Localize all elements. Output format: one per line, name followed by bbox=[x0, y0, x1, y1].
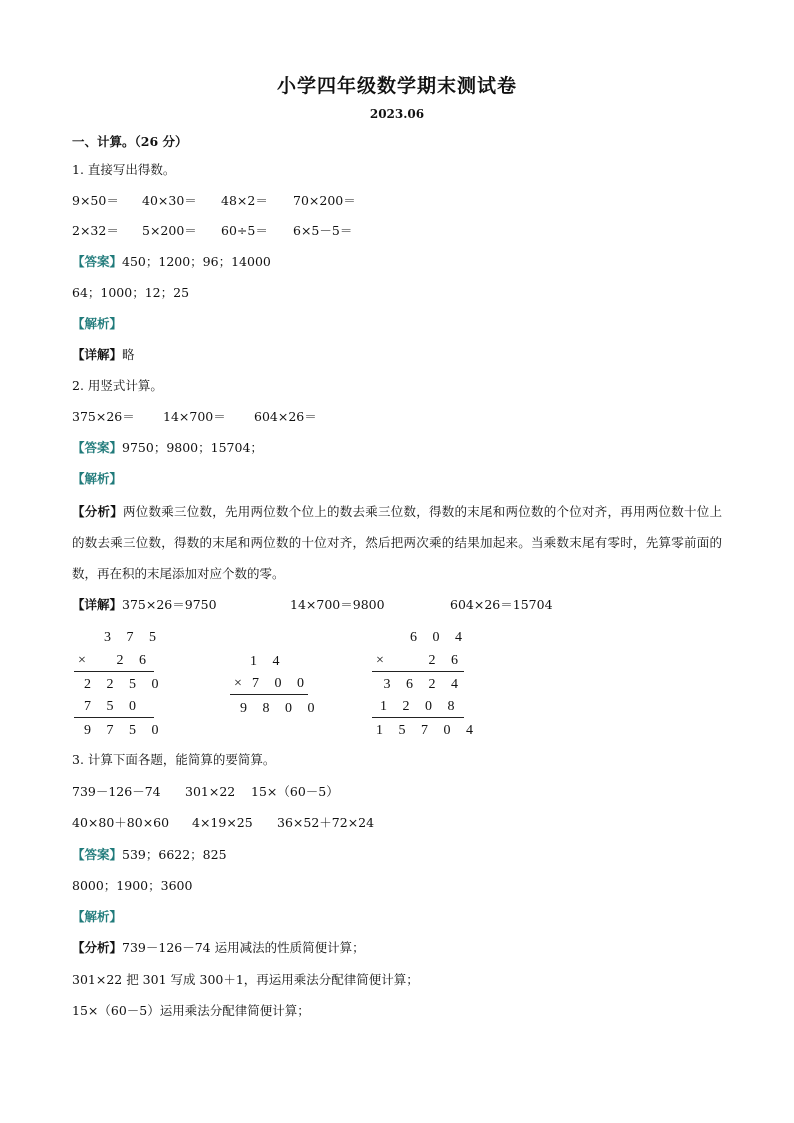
q3-row1 bbox=[72, 784, 339, 800]
q3-fenxi-1 bbox=[72, 940, 365, 956]
vc3-multiplier: 2 6 bbox=[428, 653, 464, 668]
detail-text: 略 bbox=[122, 347, 135, 362]
times-sign: × bbox=[78, 653, 92, 668]
q1-item: 2×32＝ bbox=[72, 223, 119, 238]
fenxi-tag: 【分析】 bbox=[72, 504, 123, 519]
q2-row bbox=[72, 409, 317, 425]
q3-item: 36×52＋72×24 bbox=[277, 815, 375, 830]
divider-line bbox=[372, 671, 464, 672]
q3-prompt: 3. 计算下面各题，能简算的要简算。 bbox=[72, 752, 276, 767]
q3-item: 739－126－74 bbox=[72, 784, 161, 799]
answer-text: 9750；9800；15704； bbox=[122, 440, 263, 455]
q1-item: 60÷5＝ bbox=[221, 223, 268, 238]
divider-line bbox=[372, 717, 464, 718]
answer-tag: 【答案】 bbox=[72, 847, 123, 862]
q1-item: 48×2＝ bbox=[221, 193, 268, 208]
vc1-partial-1: 2 2 5 0 bbox=[84, 677, 165, 692]
detail-tag: 【详解】 bbox=[72, 347, 123, 362]
q2-analysis bbox=[72, 496, 722, 589]
q1-row1 bbox=[72, 193, 356, 209]
vc1-top: 3 7 5 bbox=[104, 630, 162, 645]
times-sign: × bbox=[376, 653, 390, 668]
divider-line bbox=[74, 671, 154, 672]
section-heading: 一、计算。（26 分） bbox=[72, 134, 188, 149]
vc1-partial-2: 7 5 0 bbox=[84, 699, 142, 714]
detail-item: 604×26＝15704 bbox=[450, 597, 553, 612]
vc2-multiplier: 7 0 0 bbox=[252, 676, 310, 691]
q2-item: 604×26＝ bbox=[254, 409, 317, 424]
detail-item: 14×700＝9800 bbox=[290, 597, 385, 612]
q3-item: 15×（60－5） bbox=[251, 784, 339, 799]
q2-answer bbox=[72, 440, 263, 456]
analysis-tag: 【解析】 bbox=[72, 316, 123, 331]
vc1-result: 9 7 5 0 bbox=[84, 723, 165, 738]
detail-tag: 【详解】 bbox=[72, 597, 123, 612]
q1-row2 bbox=[72, 223, 352, 239]
q1-item: 9×50＝ bbox=[72, 193, 119, 208]
q3-row2 bbox=[72, 815, 374, 831]
fenxi-tag: 【分析】 bbox=[72, 940, 123, 955]
analysis-tag: 【解析】 bbox=[72, 909, 123, 924]
q1-detail bbox=[72, 347, 135, 363]
q2-item: 375×26＝ bbox=[72, 409, 135, 424]
times-sign: × bbox=[234, 676, 248, 691]
q1-item: 40×30＝ bbox=[142, 193, 197, 208]
q3-item: 40×80＋80×60 bbox=[72, 815, 170, 830]
answer-text: 450；1200；96；14000 bbox=[122, 254, 271, 269]
q1-answer-line2: 64；1000；12；25 bbox=[72, 285, 190, 300]
vc3-partial-2: 1 2 0 8 bbox=[380, 699, 461, 714]
answer-tag: 【答案】 bbox=[72, 440, 123, 455]
analysis-tag: 【解析】 bbox=[72, 471, 123, 486]
q3-fenxi-2: 301×22 把 301 写成 300＋1，再运用乘法分配律简便计算； bbox=[72, 972, 419, 987]
page-date: 2023.06 bbox=[369, 107, 425, 121]
divider-line bbox=[74, 717, 154, 718]
fenxi-text: 两位数乘三位数，先用两位数个位上的数去乘三位数，得数的末尾和两位数的个位对齐，再用两位数十位上的数去乘三位数，得数的末尾和两位数的十位对齐，然后把两次乘的结果加起来。当乘数末尾有零时，先算零前面的数，再在积的末尾添加对应个数的零。 bbox=[72, 504, 722, 581]
vc3-top: 6 0 4 bbox=[410, 630, 468, 645]
vc3-partial-1: 3 6 2 4 bbox=[383, 677, 464, 692]
answer-text: 539；6622；825 bbox=[122, 847, 227, 862]
vc2-result: 9 8 0 0 bbox=[240, 701, 321, 716]
q1-answer bbox=[72, 254, 271, 270]
q1-item: 6×5－5＝ bbox=[293, 223, 353, 238]
q3-item: 301×22 bbox=[185, 784, 236, 799]
vc1-multiplier: 2 6 bbox=[116, 653, 152, 668]
q3-item: 4×19×25 bbox=[192, 815, 253, 830]
vc2-top: 1 4 bbox=[250, 654, 286, 669]
vc3-result: 1 5 7 0 4 bbox=[376, 723, 479, 738]
q1-item: 70×200＝ bbox=[293, 193, 356, 208]
q1-prompt: 1. 直接写出得数。 bbox=[72, 162, 176, 177]
divider-line bbox=[230, 694, 308, 695]
page-title: 小学四年级数学期末测试卷 bbox=[276, 75, 517, 97]
q3-fenxi-3: 15×（60－5）运用乘法分配律简便计算； bbox=[72, 1003, 310, 1018]
detail-item: 375×26＝9750 bbox=[122, 597, 217, 612]
q3-answer bbox=[72, 847, 227, 863]
q2-detail bbox=[72, 597, 553, 613]
answer-tag: 【答案】 bbox=[72, 254, 123, 269]
q3-answer-line2: 8000；1900；3600 bbox=[72, 878, 193, 893]
q1-item: 5×200＝ bbox=[142, 223, 197, 238]
fenxi-text: 739－126－74 运用减法的性质简便计算； bbox=[122, 940, 365, 955]
q2-item: 14×700＝ bbox=[163, 409, 226, 424]
q2-prompt: 2. 用竖式计算。 bbox=[72, 378, 163, 393]
